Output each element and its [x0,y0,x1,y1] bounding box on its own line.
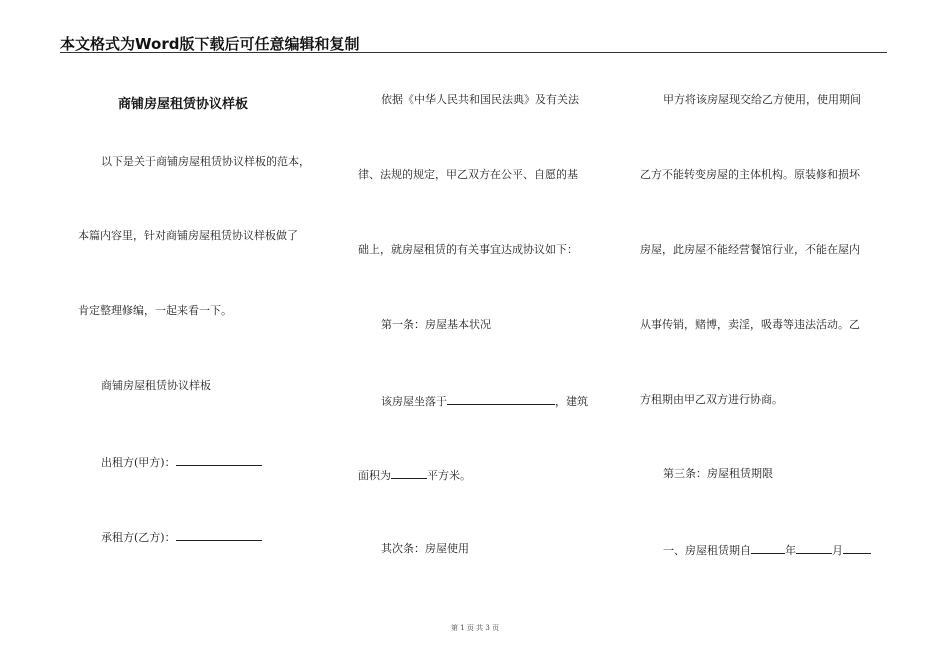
lessee-label: 承租方(乙方)： [101,531,176,544]
lessor-field [101,454,262,470]
location-line [381,393,588,409]
year-blank [751,542,785,554]
col3-line-2: 乙方不能转变房屋的主体机构。原装修和损坏 [640,168,860,181]
col2-line-2: 律、法规的规定，甲乙双方在公平、自愿的基 [358,168,578,181]
lease-term-line [663,542,871,558]
day-blank [843,542,871,554]
col3-line-1: 甲方将该房屋现交给乙方使用，使用期间 [663,93,861,106]
header-title: 本文格式为Word版下载后可任意编辑和复制 [60,35,360,53]
lessee-field [101,529,262,545]
area-unit: 平方米。 [427,469,471,482]
location-label: 该房屋坐落于 [381,395,447,408]
location-blank [447,393,555,405]
col3-line-3: 房屋，此房屋不能经营餐馆行业，不能在屋内 [640,243,860,256]
intro-line-3: 肯定整理修编，一起来看一下。 [78,304,232,317]
article-3-heading: 第三条：房屋租赁期限 [663,467,773,480]
article-2-heading: 其次条：房屋使用 [381,542,469,555]
lessor-blank [176,454,262,466]
agreement-subtitle: 商铺房屋租赁协议样板 [101,379,211,392]
lessee-blank [176,529,262,541]
col3-line-4: 从事传销，赌博，卖淫，吸毒等违法活动。乙 [640,318,860,331]
intro-line-2: 本篇内容里，针对商铺房屋租赁协议样板做了 [78,229,298,242]
month-label: 月 [832,544,843,557]
location-suffix: ，建筑 [555,395,588,408]
area-label: 面积为 [358,469,391,482]
intro-line-1: 以下是关于商铺房屋租赁协议样板的范本， [101,155,310,168]
article-1-heading: 第一条：房屋基本状况 [381,318,491,331]
lessor-label: 出租方(甲方)： [101,456,176,469]
col2-line-1: 依据《中华人民共和国民法典》及有关法 [381,93,579,106]
col3-line-5: 方租期由甲乙双方进行协商。 [640,393,783,406]
month-blank [796,542,832,554]
col2-line-3: 础上，就房屋租赁的有关事宜达成协议如下： [358,243,578,256]
page-number: 第 1 页 共 3 页 [450,624,500,632]
lease-term-label: 一、房屋租赁期自 [663,544,751,557]
header-divider [60,52,887,53]
area-line [358,467,471,483]
year-label: 年 [785,544,796,557]
area-blank [391,467,427,479]
document-title: 商铺房屋租赁协议样板 [118,97,249,112]
